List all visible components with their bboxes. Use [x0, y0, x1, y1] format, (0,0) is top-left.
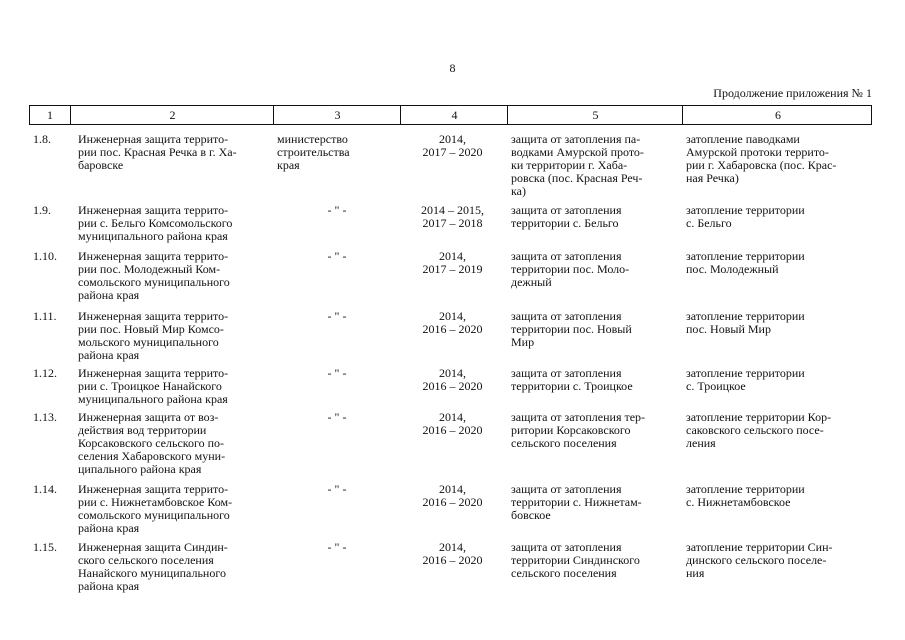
row-number-cell — [33, 250, 69, 263]
risk-line: с. Бельго — [686, 216, 732, 230]
work-name-line: ского сельского поселения — [78, 553, 214, 567]
row-number: 1.8. — [33, 132, 51, 146]
column-header-4: 4 — [400, 106, 508, 124]
period-line: 2014, — [439, 309, 466, 323]
risk-line: затопление территории — [686, 249, 805, 263]
goal-cell — [511, 541, 681, 580]
goal-line: ровска (пос. Красная Реч- — [511, 171, 643, 185]
risk-cell — [686, 204, 872, 230]
work-name-line: действия вод территории — [78, 423, 207, 437]
risk-line: затопление территории — [686, 203, 805, 217]
goal-line: бовское — [511, 508, 551, 522]
responsible-line: министерство — [277, 132, 348, 146]
row-number: 1.10. — [33, 249, 57, 263]
row-number-cell — [33, 411, 69, 424]
work-name-line: ципального района края — [78, 462, 202, 476]
risk-line: с. Троицкое — [686, 379, 746, 393]
work-name-cell — [78, 133, 272, 172]
period-cell — [399, 250, 506, 276]
responsible-line: - " - — [327, 249, 347, 263]
row-number-cell — [33, 204, 69, 217]
work-name-cell — [78, 411, 272, 476]
column-header-2: 2 — [70, 106, 274, 124]
goal-line: защита от затопления — [511, 540, 622, 554]
responsible-cell — [277, 133, 397, 172]
row-number-cell — [33, 367, 69, 380]
period-line: 2017 – 2020 — [422, 145, 483, 159]
goal-line: защита от затопления тер- — [511, 410, 646, 424]
goal-line: сельского поселения — [511, 436, 617, 450]
period-cell — [399, 310, 506, 336]
goal-cell — [511, 133, 681, 198]
period-line: 2016 – 2020 — [422, 379, 483, 393]
work-name-line: Инженерная защита от воз- — [78, 410, 219, 424]
goal-line: территории с. Нижнетам- — [511, 495, 642, 509]
period-line: 2014, — [439, 366, 466, 380]
goal-line: защита от затопления — [511, 366, 622, 380]
row-number-cell — [33, 310, 69, 323]
work-name-line: района края — [78, 348, 140, 362]
goal-cell — [511, 483, 681, 522]
goal-line: территории пос. Новый — [511, 322, 632, 336]
risk-line: ния — [686, 566, 705, 580]
work-name-line: района края — [78, 579, 140, 593]
work-name-line: района края — [78, 288, 140, 302]
work-name-cell — [78, 310, 272, 362]
row-number-cell — [33, 483, 69, 496]
risk-line: затопление территории — [686, 482, 805, 496]
risk-line: Амурской протоки террито- — [686, 145, 829, 159]
goal-line: территории пос. Моло- — [511, 262, 630, 276]
row-number: 1.13. — [33, 410, 57, 424]
work-name-line: Инженерная защита Синдин- — [78, 540, 228, 554]
period-line: 2014, — [439, 410, 466, 424]
goal-line: защита от затопления — [511, 249, 622, 263]
row-number: 1.12. — [33, 366, 57, 380]
table-header-row — [29, 105, 872, 125]
work-name-line: рии пос. Молодежный Ком- — [78, 262, 221, 276]
risk-line: пос. Молодежный — [686, 262, 779, 276]
period-line: 2016 – 2020 — [422, 423, 483, 437]
period-line: 2014, — [439, 540, 466, 554]
risk-cell — [686, 483, 872, 509]
work-name-line: Инженерная защита террито- — [78, 366, 229, 380]
goal-line: защита от затопления па- — [511, 132, 641, 146]
risk-cell — [686, 250, 872, 276]
period-cell — [399, 483, 506, 509]
work-name-cell — [78, 204, 272, 243]
responsible-cell — [277, 204, 397, 217]
risk-line: с. Нижнетамбовское — [686, 495, 791, 509]
work-name-cell — [78, 541, 272, 593]
responsible-cell — [277, 250, 397, 263]
work-name-line: рии с. Нижнетамбовское Ком- — [78, 495, 233, 509]
goal-line: водками Амурской прото- — [511, 145, 644, 159]
responsible-line: строительства — [277, 145, 350, 159]
risk-cell — [686, 310, 872, 336]
goal-line: территории Синдинского — [511, 553, 640, 567]
work-name-line: сомольского муниципального — [78, 275, 230, 289]
work-name-line: мольского муниципального — [78, 335, 219, 349]
row-number: 1.15. — [33, 540, 57, 554]
table-continuation-caption: Продолжение приложения № 1 — [713, 86, 872, 100]
period-line: 2017 – 2018 — [422, 216, 483, 230]
responsible-line: - " - — [327, 410, 347, 424]
goal-line: ки территории г. Хаба- — [511, 158, 628, 172]
goal-line: защита от затопления — [511, 203, 622, 217]
risk-line: затопление территории — [686, 366, 805, 380]
work-name-line: Инженерная защита террито- — [78, 249, 229, 263]
risk-line: ления — [686, 436, 716, 450]
column-header-6: 6 — [682, 106, 873, 124]
responsible-line: - " - — [327, 203, 347, 217]
risk-cell — [686, 133, 872, 185]
column-header-3: 3 — [273, 106, 401, 124]
work-name-cell — [78, 483, 272, 535]
responsible-cell — [277, 367, 397, 380]
goal-line: Мир — [511, 335, 535, 349]
row-number-cell — [33, 541, 69, 554]
period-line: 2014, — [439, 249, 466, 263]
responsible-cell — [277, 483, 397, 496]
responsible-line: - " - — [327, 540, 347, 554]
goal-line: ритории Корсаковского — [511, 423, 631, 437]
page-number: 8 — [449, 61, 456, 75]
column-header-5: 5 — [507, 106, 683, 124]
responsible-cell — [277, 310, 397, 323]
risk-cell — [686, 541, 872, 580]
risk-line: затопление территории — [686, 309, 805, 323]
work-name-line: Инженерная защита террито- — [78, 132, 229, 146]
work-name-line: рии с. Троицкое Нанайского — [78, 379, 222, 393]
period-line: 2016 – 2020 — [422, 495, 483, 509]
work-name-line: селения Хабаровского муни- — [78, 449, 226, 463]
row-number: 1.11. — [33, 309, 57, 323]
work-name-line: Нанайского муниципального — [78, 566, 226, 580]
responsible-cell — [277, 411, 397, 424]
work-name-line: района края — [78, 521, 140, 535]
goal-line: ка) — [511, 184, 526, 198]
responsible-line: края — [277, 158, 300, 172]
work-name-line: рии с. Бельго Комсомольского — [78, 216, 233, 230]
period-line: 2016 – 2020 — [422, 322, 483, 336]
risk-cell — [686, 411, 872, 450]
period-cell — [399, 204, 506, 230]
goal-line: территории с. Бельго — [511, 216, 619, 230]
period-cell — [399, 367, 506, 393]
work-name-line: Корсаковского сельского по- — [78, 436, 225, 450]
risk-line: затопление территории Кор- — [686, 410, 832, 424]
goal-cell — [511, 411, 681, 450]
period-cell — [399, 411, 506, 437]
work-name-line: сомольского муниципального — [78, 508, 230, 522]
period-line: 2014 – 2015, — [421, 203, 484, 217]
risk-line: затопление паводками — [686, 132, 800, 146]
risk-line: затопление территории Син- — [686, 540, 833, 554]
work-name-line: Инженерная защита террито- — [78, 203, 229, 217]
work-name-cell — [78, 367, 272, 406]
work-name-line: баровске — [78, 158, 124, 172]
goal-line: защита от затопления — [511, 482, 622, 496]
goal-line: сельского поселения — [511, 566, 617, 580]
work-name-line: муниципального района края — [78, 392, 228, 406]
goal-cell — [511, 367, 681, 393]
goal-line: защита от затопления — [511, 309, 622, 323]
goal-line: территории с. Троицкое — [511, 379, 633, 393]
period-line: 2017 – 2019 — [422, 262, 483, 276]
row-number-cell — [33, 133, 69, 146]
period-cell — [399, 133, 506, 159]
risk-line: пос. Новый Мир — [686, 322, 771, 336]
work-name-line: муниципального района края — [78, 229, 228, 243]
period-line: 2014, — [439, 482, 466, 496]
responsible-line: - " - — [327, 366, 347, 380]
work-name-line: Инженерная защита террито- — [78, 309, 229, 323]
risk-line: ная Речка) — [686, 171, 739, 185]
risk-line: рии г. Хабаровска (пос. Крас- — [686, 158, 837, 172]
risk-line: саковского сельского посе- — [686, 423, 824, 437]
responsible-line: - " - — [327, 309, 347, 323]
responsible-line: - " - — [327, 482, 347, 496]
goal-cell — [511, 204, 681, 230]
responsible-cell — [277, 541, 397, 554]
column-header-1: 1 — [47, 108, 53, 122]
period-line: 2016 – 2020 — [422, 553, 483, 567]
row-number: 1.9. — [33, 203, 51, 217]
period-cell — [399, 541, 506, 567]
work-name-line: Инженерная защита террито- — [78, 482, 229, 496]
work-name-line: рии пос. Красная Речка в г. Ха- — [78, 145, 237, 159]
period-line: 2014, — [439, 132, 466, 146]
goal-line: дежный — [511, 275, 552, 289]
risk-cell — [686, 367, 872, 393]
goal-cell — [511, 310, 681, 349]
work-name-cell — [78, 250, 272, 302]
risk-line: динского сельского поселе- — [686, 553, 827, 567]
row-number: 1.14. — [33, 482, 57, 496]
goal-cell — [511, 250, 681, 289]
work-name-line: рии пос. Новый Мир Комсо- — [78, 322, 224, 336]
